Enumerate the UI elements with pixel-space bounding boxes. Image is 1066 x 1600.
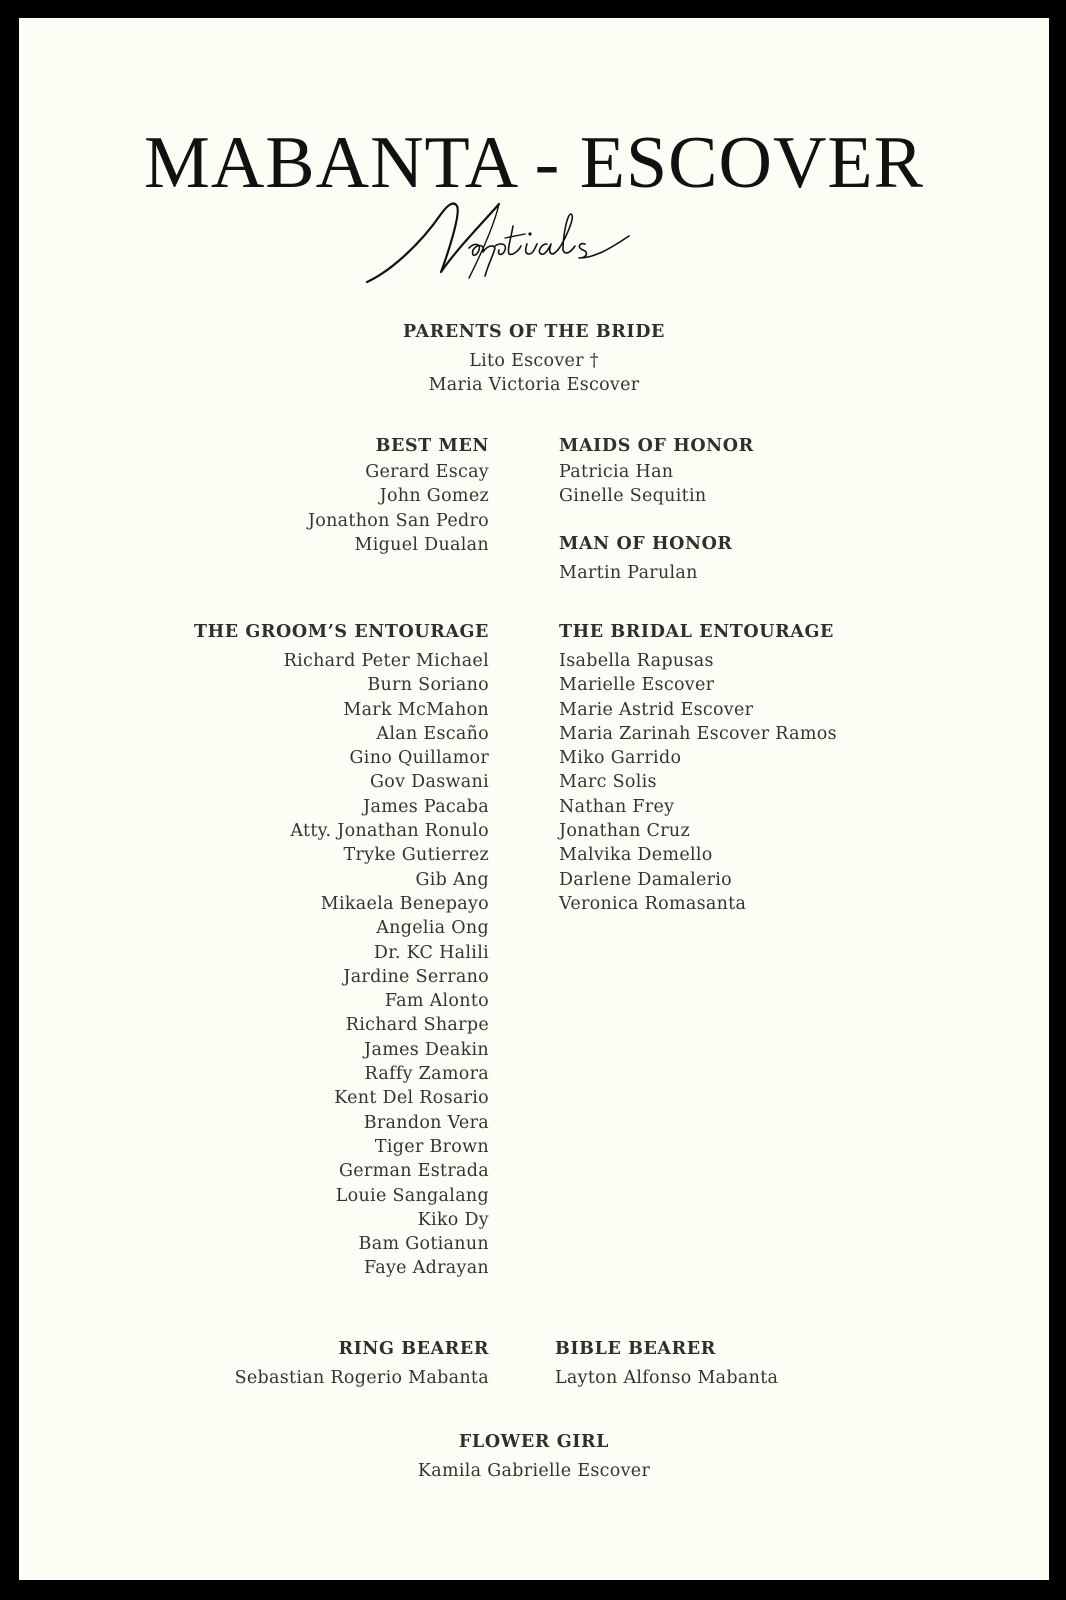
list-item: Jardine Serrano	[343, 966, 489, 987]
list-item: Marie Astrid Escover	[559, 699, 754, 720]
list-item: Kiko Dy	[417, 1209, 489, 1230]
bible-bearer-section	[555, 1339, 778, 1390]
list-item: Miguel Dualan	[354, 534, 489, 555]
list-item: James Pacaba	[363, 796, 489, 817]
list-item: Jonathon San Pedro	[307, 510, 489, 531]
program-page	[19, 18, 1049, 1580]
list-item: Dr. KC Halili	[373, 942, 489, 963]
list-item: James Deakin	[364, 1039, 489, 1060]
list-item: Ginelle Sequitin	[559, 486, 707, 507]
nuptials-script-lettering	[349, 186, 649, 296]
list-item: Sebastian Rogerio Mabanta	[234, 1368, 489, 1388]
list-item: Richard Sharpe	[345, 1015, 489, 1036]
section-heading: BEST MEN	[375, 436, 489, 456]
list-item: Fam Alonto	[384, 991, 489, 1012]
bridal-entourage-list	[559, 649, 837, 916]
list-item: Miko Garrido	[559, 748, 682, 769]
list-item: Lito Escover †	[469, 351, 599, 371]
section-heading: MAN OF HONOR	[559, 534, 733, 554]
section-heading: THE GROOM’S ENTOURAGE	[193, 622, 489, 642]
maids-of-honor-section	[559, 436, 754, 509]
list-item: Darlene Damalerio	[559, 869, 733, 890]
best-men-section	[308, 436, 489, 557]
list-item: Louie Sangalang	[335, 1185, 489, 1206]
list-item: Gib Ang	[415, 869, 489, 890]
list-item: Gov Daswani	[370, 772, 489, 793]
list-item: Gerard Escay	[365, 462, 489, 482]
section-heading: RING BEARER	[338, 1339, 489, 1359]
list-item: Alan Escaño	[376, 723, 489, 744]
page-title: MABANTA - ESCOVER	[144, 122, 924, 204]
list-item: Maria Zarinah Escover Ramos	[559, 723, 837, 744]
list-item: Martin Parulan	[559, 563, 698, 583]
ring-bearer-section	[235, 1339, 489, 1390]
list-item: Tryke Gutierrez	[343, 845, 489, 866]
grooms-entourage-section	[194, 622, 489, 1281]
list-item: Faye Adrayan	[363, 1258, 489, 1279]
list-item: Tiger Brown	[374, 1136, 489, 1157]
list-item: Marc Solis	[559, 772, 657, 793]
list-item: Mikaela Benepayo	[320, 893, 489, 914]
list-item: Jonathan Cruz	[559, 821, 690, 842]
list-item: Angelia Ong	[376, 918, 489, 939]
list-item: Layton Alfonso Mabanta	[555, 1368, 779, 1388]
list-item: Bam Gotianun	[358, 1234, 489, 1255]
list-item: Gino Quillamor	[349, 748, 489, 769]
section-heading: MAIDS OF HONOR	[559, 436, 754, 456]
list-item: Veronica Romasanta	[559, 893, 747, 914]
bridal-entourage-section	[559, 622, 837, 916]
list-item: Maria Victoria Escover	[428, 375, 640, 396]
list-item: Isabella Rapusas	[559, 651, 714, 671]
list-item: Kent Del Rosario	[334, 1088, 489, 1109]
list-item: Kamila Gabrielle Escover	[417, 1461, 651, 1481]
flower-girl-section	[19, 1432, 1049, 1483]
section-heading: BIBLE BEARER	[555, 1339, 716, 1359]
list-item: Atty. Jonathan Ronulo	[290, 821, 489, 842]
list-item: Malvika Demello	[559, 845, 713, 866]
grooms-entourage-list	[194, 649, 489, 1281]
man-of-honor-section	[559, 534, 733, 585]
list-item: Nathan Frey	[559, 796, 675, 817]
list-item: Mark McMahon	[343, 699, 489, 720]
section-heading: THE BRIDAL ENTOURAGE	[559, 622, 834, 642]
list-item: Raffy Zamora	[364, 1064, 489, 1085]
list-item: Patricia Han	[559, 462, 674, 482]
list-item: German Estrada	[339, 1161, 489, 1182]
parents-of-bride-section	[19, 322, 1049, 398]
list-item: Brandon Vera	[363, 1112, 489, 1133]
list-item: Burn Soriano	[367, 675, 489, 696]
list-item: John Gomez	[379, 486, 489, 507]
list-item: Marielle Escover	[559, 675, 715, 696]
section-heading: FLOWER GIRL	[458, 1432, 610, 1452]
list-item: Richard Peter Michael	[283, 651, 489, 671]
section-heading: PARENTS OF THE BRIDE	[403, 322, 665, 342]
